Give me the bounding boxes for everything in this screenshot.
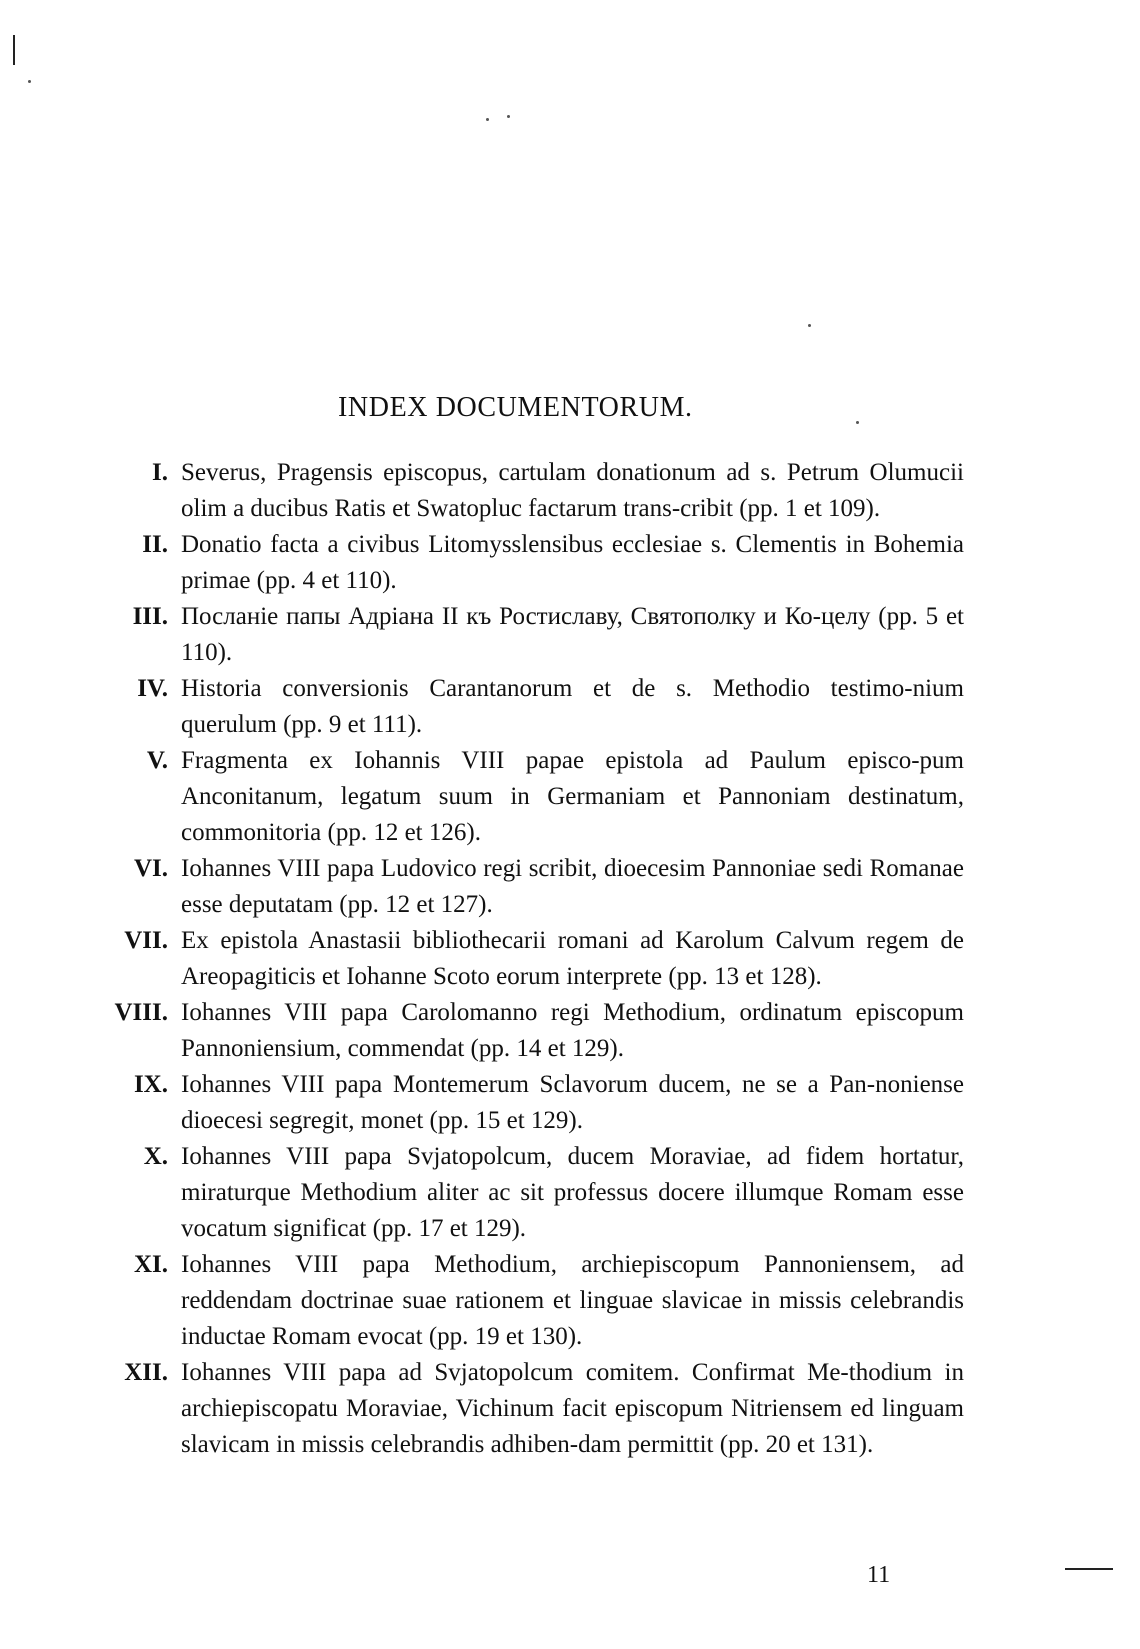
index-entry [0, 671, 1140, 743]
index-entry [0, 743, 1140, 851]
entry-number: VIII. [114, 999, 168, 1026]
index-entry [0, 599, 1140, 671]
entry-number: X. [143, 1143, 168, 1170]
scan-speck [856, 421, 859, 424]
edge-rule [1065, 1568, 1113, 1570]
entry-number: VII. [124, 927, 168, 954]
entry-text: Iohannes VIII papa Methodium, archiepiscopum Pannoniensem, ad reddendam doctrinae suae rationem et linguae slavicae in missis celebrandis inductae Romam evocat (pp. 19 et 130). [181, 1251, 964, 1350]
index-entry [0, 1139, 1140, 1247]
entry-number: VI. [133, 855, 168, 882]
index-entry [0, 1067, 1140, 1139]
index-entry [0, 1355, 1140, 1463]
entry-number: III. [132, 603, 168, 630]
index-entry [0, 923, 1140, 995]
entry-number: II. [142, 531, 168, 558]
page-number: 11 [867, 1562, 891, 1588]
entry-number: V. [146, 747, 168, 774]
page-title: INDEX DOCUMENTORUM. [338, 392, 693, 423]
scan-speck [507, 115, 510, 118]
index-entry [0, 455, 1140, 527]
entry-text: Donatio facta a civibus Litomysslensibus ecclesiae s. Clementis in Bohemia primae (pp. 4 et 110). [181, 531, 964, 594]
entry-text: Ex epistola Anastasii bibliothecarii romani ad Karolum Calvum regem de Areopagiticis et Iohanne Scoto eorum interprete (pp. 13 et 128). [181, 927, 964, 990]
entry-text: Severus, Pragensis episcopus, cartulam donationum ad s. Petrum Olumucii olim a ducibus Ratis et Swatopluc factarum trans-cribit (pp. 1 et 109). [181, 459, 964, 522]
entry-number: XII. [124, 1359, 168, 1386]
entry-text: Historia conversionis Carantanorum et de s. Methodio testimo-nium querulum (pp. 9 et 111). [181, 675, 964, 738]
index-entry [0, 995, 1140, 1067]
index-entry [0, 527, 1140, 599]
entry-text: Iohannes VIII papa Svjatopolcum, ducem Moraviae, ad fidem hortatur, miraturque Methodium aliter ac sit professus docere illumque Romam esse vocatum significat (pp. 17 et 129). [181, 1143, 964, 1242]
entry-text: Посланіе папы Адріана II къ Ростиславу, Святополку и Ко-целу (pp. 5 et 110). [181, 603, 964, 666]
scan-speck [486, 118, 489, 121]
index-entry [0, 851, 1140, 923]
entry-number: IX. [133, 1071, 168, 1098]
entry-number: XI. [133, 1251, 168, 1278]
entry-text: Iohannes VIII papa ad Svjatopolcum comitem. Confirmat Me-thodium in archiepiscopatu Moraviae, Vichinum facit episcopum Nitriensem ed linguam slavicam in missis celebrandis adhiben-dam permittit (pp. 20 et 131). [181, 1359, 964, 1458]
entry-text: Fragmenta ex Iohannis VIII papae epistola ad Paulum episco-pum Anconitanum, legatum suum in Germaniam et Pannoniam destinatum, commonitoria (pp. 12 et 126). [181, 747, 964, 846]
entry-number: I. [152, 459, 168, 486]
scan-speck [808, 324, 811, 327]
entry-number: IV. [137, 675, 168, 702]
entry-text: Iohannes VIII papa Ludovico regi scribit, dioecesim Pannoniae sedi Romanae esse deputatam (pp. 12 et 127). [181, 855, 964, 918]
scan-speck [28, 80, 31, 83]
entry-text: Iohannes VIII papa Montemerum Sclavorum ducem, ne se a Pan-noniense dioecesi segregit, monet (pp. 15 et 129). [181, 1071, 964, 1134]
document-index [0, 455, 1140, 1463]
entry-text: Iohannes VIII papa Carolomanno regi Methodium, ordinatum episcopum Pannoniensium, commendat (pp. 14 et 129). [181, 999, 964, 1062]
margin-mark [13, 35, 15, 65]
index-entry [0, 1247, 1140, 1355]
